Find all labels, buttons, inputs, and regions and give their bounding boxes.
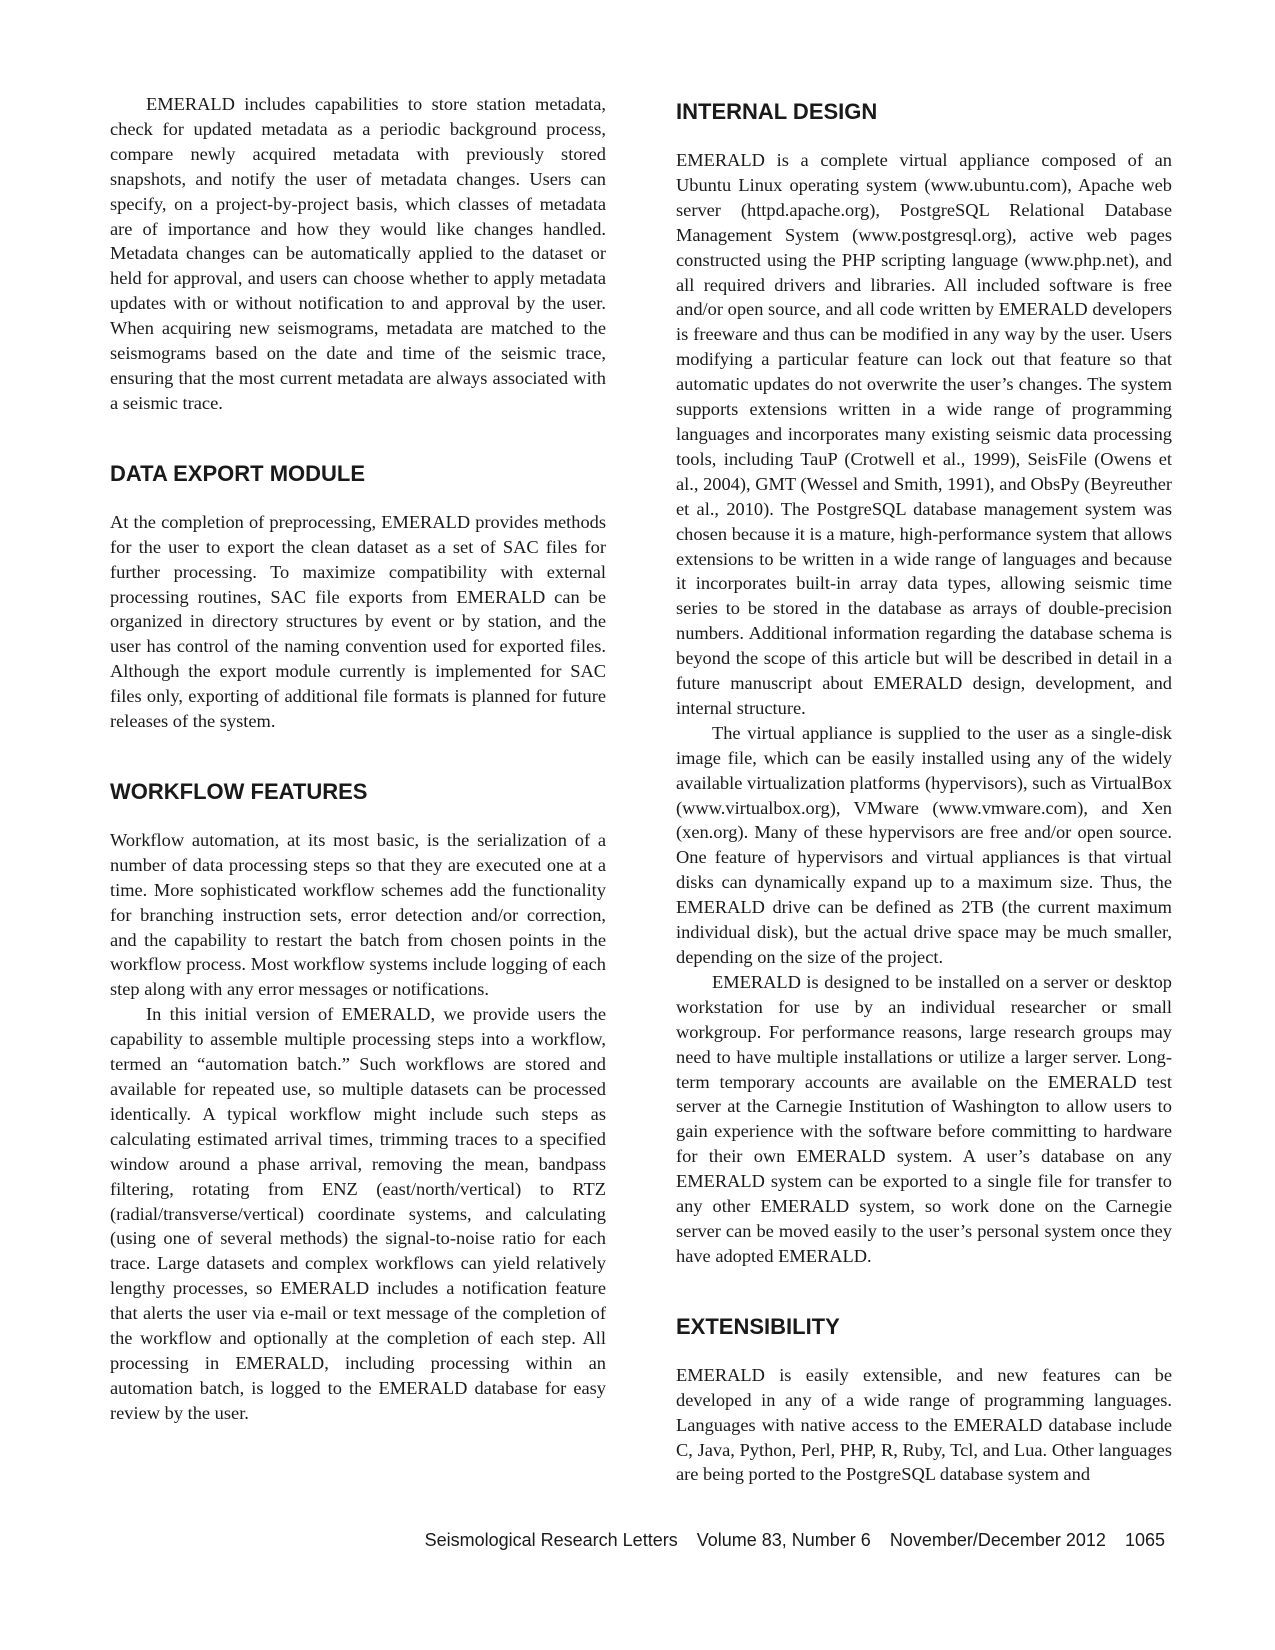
data-export-heading: DATA EXPORT MODULE <box>110 460 366 486</box>
internal-design-paragraph-3: EMERALD is designed to be installed on a server or desktop workstation for use by an individual researcher or small workgroup. For performance reasons, large research groups may need to have multiple installations or utilize a larger server. Long-term temporary accounts are available on the EMERALD test server at the Carnegie Institution of Washington to allow users to gain experience with the software before committing to hardware for their own EMERALD system. A user’s database on any EMERALD system can be exported to a single file for transfer to any other EMERALD system, so work done on the Carnegie server can be moved easily to the user’s personal system once they have adopted EMERALD. <box>676 971 1172 1266</box>
right-column <box>676 92 1172 1487</box>
internal-design-heading: INTERNAL DESIGN <box>676 99 878 124</box>
internal-design-paragraph-2: The virtual appliance is supplied to the user as a single-disk image file, which can be easily installed using any of the widely available virtualization platforms (hypervisors), such as VirtualBox (www.virtualbox.org), VMware (www.vmware.com), and Xen (xen.org). Many of these hypervisors are free and/or open source. One feature of hypervisors and virtual appliances is that virtual disks can dynamically expand up to a maximum size. Thus, the EMERALD drive can be defined as 2TB (the current maximum individual disk), but the actual drive space may be much smaller, depending on the size of the project. <box>676 722 1172 967</box>
metadata-paragraph: EMERALD includes capabilities to store station metadata, check for updated metadata as a periodic background process, compare newly acquired metadata with previously stored snapshots, and notify the user of metadata changes. Users can specify, on a project-by-project basis, which classes of metadata are of importance and how they would like changes handled. Metadata changes can be automatically applied to the dataset or held for approval, and users can choose whether to apply metadata updates with or without notification to and approval by the user. When acquiring new seismograms, metadata are matched to the seismograms based on the date and time of the seismic trace, ensuring that the most current metadata are always associated with a seismic trace. <box>110 94 606 413</box>
data-export-paragraph: At the completion of preprocessing, EMERALD provides methods for the user to export the clean dataset as a set of SAC files for further processing. To maximize compatibility with external processing routines, SAC file exports from EMERALD can be organized in directory structures by event or by station, and the user has control of the naming convention used for exported files. Although the export module currently is implemented for SAC files only, exporting of additional file formats is planned for future releases of the system. <box>110 511 606 732</box>
workflow-paragraph-2: In this initial version of EMERALD, we provide users the capability to assemble multiple processing steps into a workflow, termed an “automation batch.” Such workflows are stored and available for repeated use, so multiple datasets can be processed identically. A typical workflow might include such steps as calculating estimated arrival times, trimming traces to a specified window around a phase arrival, removing the mean, bandpass filtering, rotating from ENZ (east/north/vertical) to RTZ (radial/transverse/vertical) coordinate systems, and calculating (using one of several methods) the signal-to-noise ratio for each trace. Large datasets and complex workflows can yield relatively lengthy processes, so EMERALD includes a notification feature that alerts the user via e-mail or text message of the completion of the workflow and optionally at the completion of each step. All processing in EMERALD, including processing within an automation batch, is logged to the EMERALD database for easy review by the user. <box>110 1004 606 1423</box>
workflow-features-heading: WORKFLOW FEATURES <box>110 778 368 804</box>
page-footer <box>425 1530 1165 1551</box>
journal-volume: Volume 83, Number 6 <box>696 1530 871 1550</box>
journal-date: November/December 2012 <box>889 1530 1106 1550</box>
extensibility-heading: EXTENSIBILITY <box>676 1313 840 1339</box>
extensibility-paragraph: EMERALD is easily extensible, and new features can be developed in any of a wide range of programming languages. Languages with native access to the EMERALD database include C, Java, Python, Perl, PHP, R, Ruby, Tcl, and Lua. Other languages are being ported to the PostgreSQL database system and <box>676 1364 1172 1485</box>
page-number: 1065 <box>1124 1530 1165 1550</box>
internal-design-paragraph-1: EMERALD is a complete virtual appliance composed of an Ubuntu Linux operating system (www.ubuntu.com), Apache web server (httpd.apache.org), PostgreSQL Relational Database Management System (www.postgresql.org), active web pages constructed using the PHP scripting language (www.php.net), and all required drivers and libraries. All included software is free and/or open source, and all code written by EMERALD developers is freeware and thus can be modified in any way by the user. Users modifying a particular feature can lock out that feature so that automatic updates do not overwrite the user’s changes. The system supports extensions written in a wide range of programming languages and incorporates many existing seismic data processing tools, including TauP (Crotwell et al., 1999), SeisFile (Owens et al., 2004), GMT (Wessel and Smith, 1991), and ObsPy (Beyreuther et al., 2010). The PostgreSQL database management system was chosen because it is a mature, high-performance system that allows extensions to be written in a wide range of languages and because it incorporates built-in array data types, allowing seismic time series to be stored in the database as arrays of double-precision numbers. Additional information regarding the database schema is beyond the scope of this article but will be described in detail in a future manuscript about EMERALD design, development, and internal structure. <box>676 150 1172 718</box>
workflow-paragraph-1: Workflow automation, at its most basic, is the serialization of a number of data processing steps so that they are executed one at a time. More sophisticated workflow schemes add the functionality for branching instruction sets, error detection and/or correction, and the capability to restart the batch from chosen points in the workflow process. Most workflow systems include logging of each step along with any error messages or notifications. <box>110 829 606 1000</box>
journal-name: Seismological Research Letters <box>424 1530 678 1550</box>
left-column <box>110 92 606 1426</box>
